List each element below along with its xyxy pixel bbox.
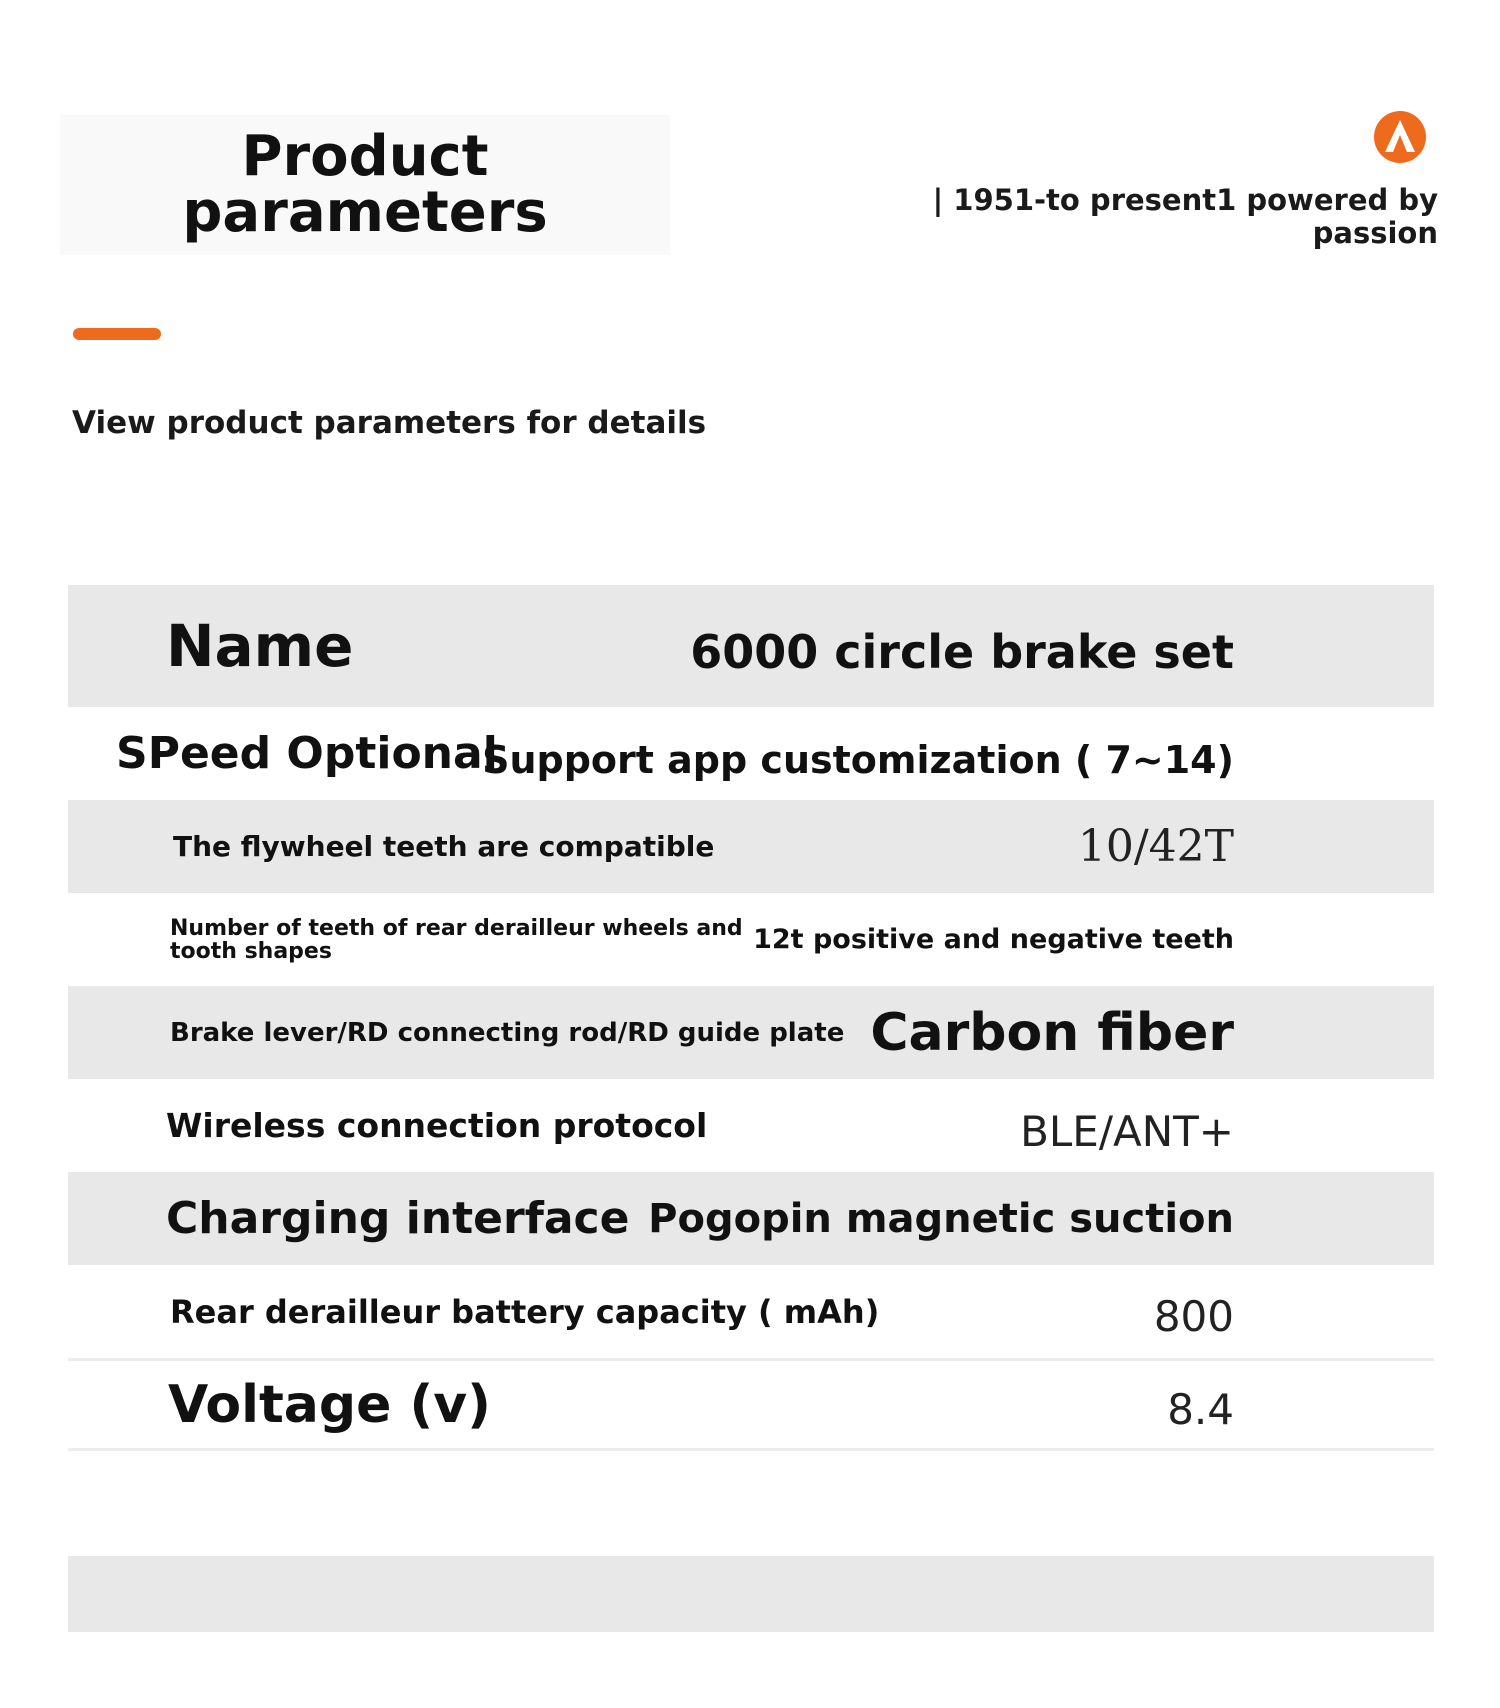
param-value: 8.4 bbox=[1167, 1385, 1234, 1434]
param-label: Wireless connection protocol bbox=[166, 1106, 708, 1145]
param-value: 800 bbox=[1153, 1292, 1234, 1341]
table-row bbox=[68, 707, 1434, 800]
table-row bbox=[68, 1172, 1434, 1265]
param-value: Pogopin magnetic suction bbox=[648, 1195, 1234, 1242]
brand-tagline: | 1951-to present1 powered by passion bbox=[932, 183, 1438, 250]
param-label: SPeed Optional bbox=[116, 728, 498, 779]
param-label: Voltage (v) bbox=[168, 1374, 491, 1435]
page-title-line2: parameters bbox=[182, 180, 548, 245]
table-row bbox=[68, 585, 1434, 707]
param-label: Number of teeth of rear derailleur wheels and tooth shapes bbox=[170, 915, 743, 964]
title-box bbox=[60, 115, 670, 255]
parameter-table bbox=[68, 585, 1434, 1451]
param-value: BLE/ANT+ bbox=[1020, 1107, 1234, 1156]
page-title-line1: Product bbox=[241, 124, 489, 189]
param-value: 10/42T bbox=[1077, 821, 1234, 872]
param-value: Carbon fiber bbox=[870, 1002, 1234, 1063]
param-label: Rear derailleur battery capacity ( mAh) bbox=[170, 1292, 880, 1331]
param-label: Charging interface bbox=[166, 1193, 630, 1244]
accent-divider bbox=[73, 328, 161, 340]
param-value: 12t positive and negative teeth bbox=[753, 924, 1234, 955]
table-row bbox=[68, 1358, 1434, 1451]
table-row bbox=[68, 986, 1434, 1079]
table-row bbox=[68, 1265, 1434, 1358]
param-label: Brake lever/RD connecting rod/RD guide plate bbox=[170, 1017, 845, 1048]
section-subtitle: View product parameters for details bbox=[72, 405, 707, 441]
brand-triangle-logo-icon bbox=[1374, 111, 1426, 163]
param-label: Name bbox=[166, 612, 354, 680]
param-value: Support app customization ( 7~14) bbox=[482, 737, 1234, 782]
param-value: 6000 circle brake set bbox=[690, 625, 1234, 679]
footer-band bbox=[68, 1556, 1434, 1632]
table-row bbox=[68, 1079, 1434, 1172]
table-row bbox=[68, 800, 1434, 893]
param-label: The flywheel teeth are compatible bbox=[173, 830, 715, 863]
table-row bbox=[68, 893, 1434, 986]
